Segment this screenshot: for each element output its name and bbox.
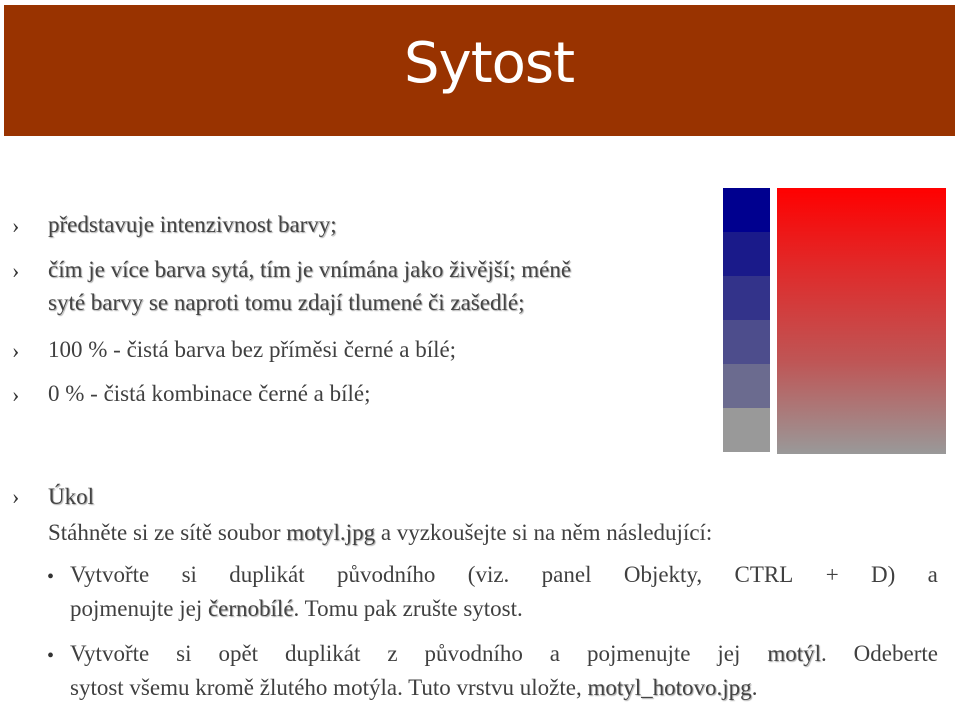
word: CTRL <box>734 562 794 587</box>
bullet-marker: › <box>12 338 20 363</box>
item2-line2-before: sytost všemu kromě žlutého motýla. Tuto vrstvu uložte, <box>70 675 582 700</box>
saturation-swatch <box>723 232 770 276</box>
word: Vytvořte <box>70 562 150 587</box>
word: D) <box>871 562 896 587</box>
task-item-1-line-1 <box>70 562 938 588</box>
word: opět <box>218 641 259 666</box>
task-item-2-line-2 <box>70 675 757 701</box>
item1-line2-before: pojmenujte jej <box>70 596 203 621</box>
saturation-swatch <box>723 276 770 320</box>
title-bar <box>4 5 955 136</box>
task-item-2-line-1 <box>70 641 938 667</box>
word: z <box>387 641 398 666</box>
word: a <box>549 641 561 666</box>
bullet-text-3: 100 % - čistá barva bez příměsi černé a bílé; <box>48 337 457 362</box>
saturation-swatch <box>723 320 770 364</box>
word: si <box>181 562 197 587</box>
saturation-swatch <box>723 364 770 408</box>
word: motýl. <box>767 641 827 666</box>
item2-line2-after: . <box>751 675 758 700</box>
word: původního <box>424 641 523 666</box>
layer-name-cernobile: černobílé <box>207 596 294 621</box>
word: Odeberte <box>853 641 938 666</box>
item1-line2-after: . Tomu pak zrušte sytost. <box>293 596 523 621</box>
task-heading: Úkol <box>48 484 94 509</box>
bullet-marker: › <box>12 484 20 509</box>
word: pojmenujte <box>586 641 691 666</box>
word: jej <box>717 641 741 666</box>
bullet-text-2: čím je více barva sytá, tím je vnímána jako živější; méně <box>48 257 572 282</box>
saturation-swatch <box>723 188 770 232</box>
bullet-text-4: 0 % - čistá kombinace černé a bílé; <box>48 381 371 406</box>
saturation-swatch <box>723 408 770 452</box>
file-name-motyl: motyl.jpg <box>286 520 376 545</box>
sub-bullet-dot: • <box>47 566 55 588</box>
word: duplikát <box>229 562 305 587</box>
file-name-motyl-hotovo: motyl_hotovo.jpg <box>587 675 752 700</box>
bullet-marker: › <box>12 213 20 238</box>
bullet-text-2-cont: syté barvy se naproti tomu zdají tlumené či zašedlé; <box>48 290 525 315</box>
word: (viz. <box>467 562 510 587</box>
sub-bullet-dot: • <box>47 645 55 667</box>
bullet-text-1: představuje intenzivnost barvy; <box>48 212 337 237</box>
word: Objekty, <box>623 562 703 587</box>
slide-title: Sytost <box>404 31 575 96</box>
word: Vytvořte <box>70 641 150 666</box>
bullet-marker: › <box>12 382 20 407</box>
bullet-marker: › <box>12 258 20 283</box>
word: původního <box>337 562 436 587</box>
task-intro-before: Stáhněte si ze sítě soubor <box>48 520 281 545</box>
task-intro-after: a vyzkoušejte si na něm následující: <box>380 520 713 545</box>
word: a <box>927 562 938 587</box>
task-intro <box>48 520 712 546</box>
word: si <box>176 641 192 666</box>
word: panel <box>541 562 592 587</box>
saturation-gradient <box>777 188 946 454</box>
word: + <box>825 562 839 587</box>
task-item-1-line-2 <box>70 596 523 622</box>
saturation-swatch-column <box>723 188 770 452</box>
word: duplikát <box>284 641 361 666</box>
